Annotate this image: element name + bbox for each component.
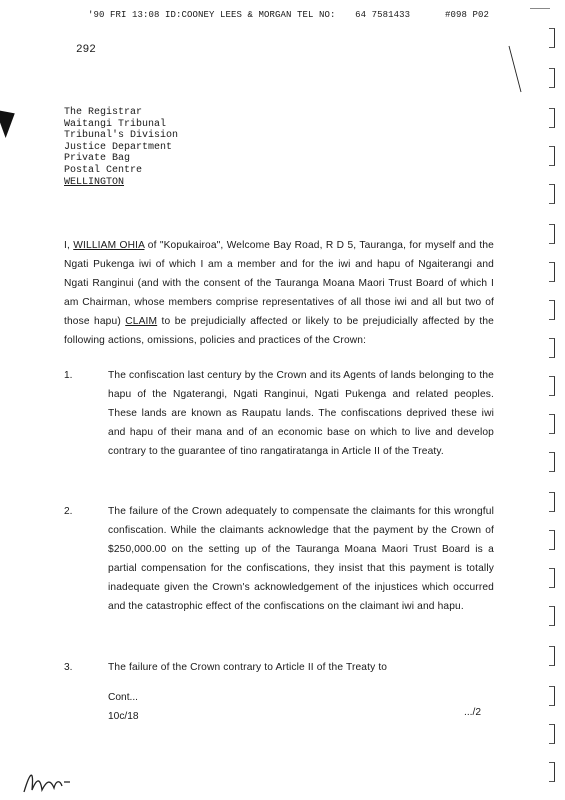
- claim-intro: [64, 236, 494, 350]
- intro-text-2: to be prejudicially affected or likely to be prejudicially affected by the following actions, omissions, policies and practices of the Crown:: [64, 316, 494, 346]
- margin-stroke: [505, 44, 525, 96]
- claim-item-3: The failure of the Crown contrary to Article II of the Treaty to: [108, 662, 388, 673]
- item-number: 2.: [64, 506, 73, 517]
- cont-label: Cont...: [108, 692, 139, 703]
- fax-header-job: #098 P02: [445, 10, 490, 20]
- item-number: 3.: [64, 662, 73, 673]
- fax-header: [88, 10, 490, 20]
- address-line: Postal Centre: [64, 164, 143, 176]
- edge-mark: [530, 8, 550, 9]
- fax-header-left: '90 FRI 13:08 ID:COONEY LEES & MORGAN TEL NO:: [88, 10, 336, 20]
- address-line: Tribunal's Division: [64, 130, 179, 142]
- item-number: 1.: [64, 370, 73, 381]
- scan-artifact: [0, 104, 22, 138]
- claimant-name: WILLIAM OHIA: [73, 240, 145, 251]
- claim-word: CLAIM: [125, 316, 158, 327]
- intro-text: of "Kopukairoa", Welcome Bay Road, R D 5, Tauranga, for myself and the Ngati Pukenga iwi of which I am a member and for the iwi and hapu of Ngaiterangi and Ngati Ranginui (and with the consent of the Tauranga Moana Maori Trust Board of which I am Chairman, whose members comprise representatives of all those iwi and all but two of those hapu): [64, 240, 494, 327]
- address-line: Justice Department: [64, 141, 173, 153]
- reference-code: 10c/18: [108, 711, 139, 722]
- page-number: 292: [76, 44, 96, 56]
- address-block: [64, 107, 178, 188]
- address-city: WELLINGTON: [64, 176, 125, 188]
- fax-header-number: 64 7581433: [355, 10, 411, 20]
- continuation: [108, 688, 139, 726]
- address-line: Waitangi Tribunal: [64, 118, 167, 130]
- claim-item-1: The confiscation last century by the Crown and its Agents of lands belonging to the hapu of the Ngaterangi, Ngati Ranginui, Ngati Pukenga and related peoples. These lands are known as Raupatu lands. The confiscations deprived these iwi and hapu of their mana and of an economic base on which to live and develop contrary to the guarantee of tino rangatiratanga in Article II of the Treaty.: [108, 370, 494, 457]
- intro-lead: I,: [64, 240, 74, 251]
- next-page-marker: .../2: [464, 707, 481, 718]
- address-line: Private Bag: [64, 153, 131, 165]
- claim-item-2: The failure of the Crown adequately to compensate the claimants for this wrongful confiscation. While the claimants acknowledge that the payment by the Crown of $250,000.00 on the setting up of the Tauranga Moana Maori Trust Board is a partial compensation for the confiscations, they insist that this payment is totally inadequate given the Crown's acknowledgement of the injustices which occurred and the catastrophic effect of the confiscations on the claimant iwi and hapu.: [108, 506, 494, 612]
- address-line: The Registrar: [64, 107, 143, 118]
- signature: [20, 762, 80, 796]
